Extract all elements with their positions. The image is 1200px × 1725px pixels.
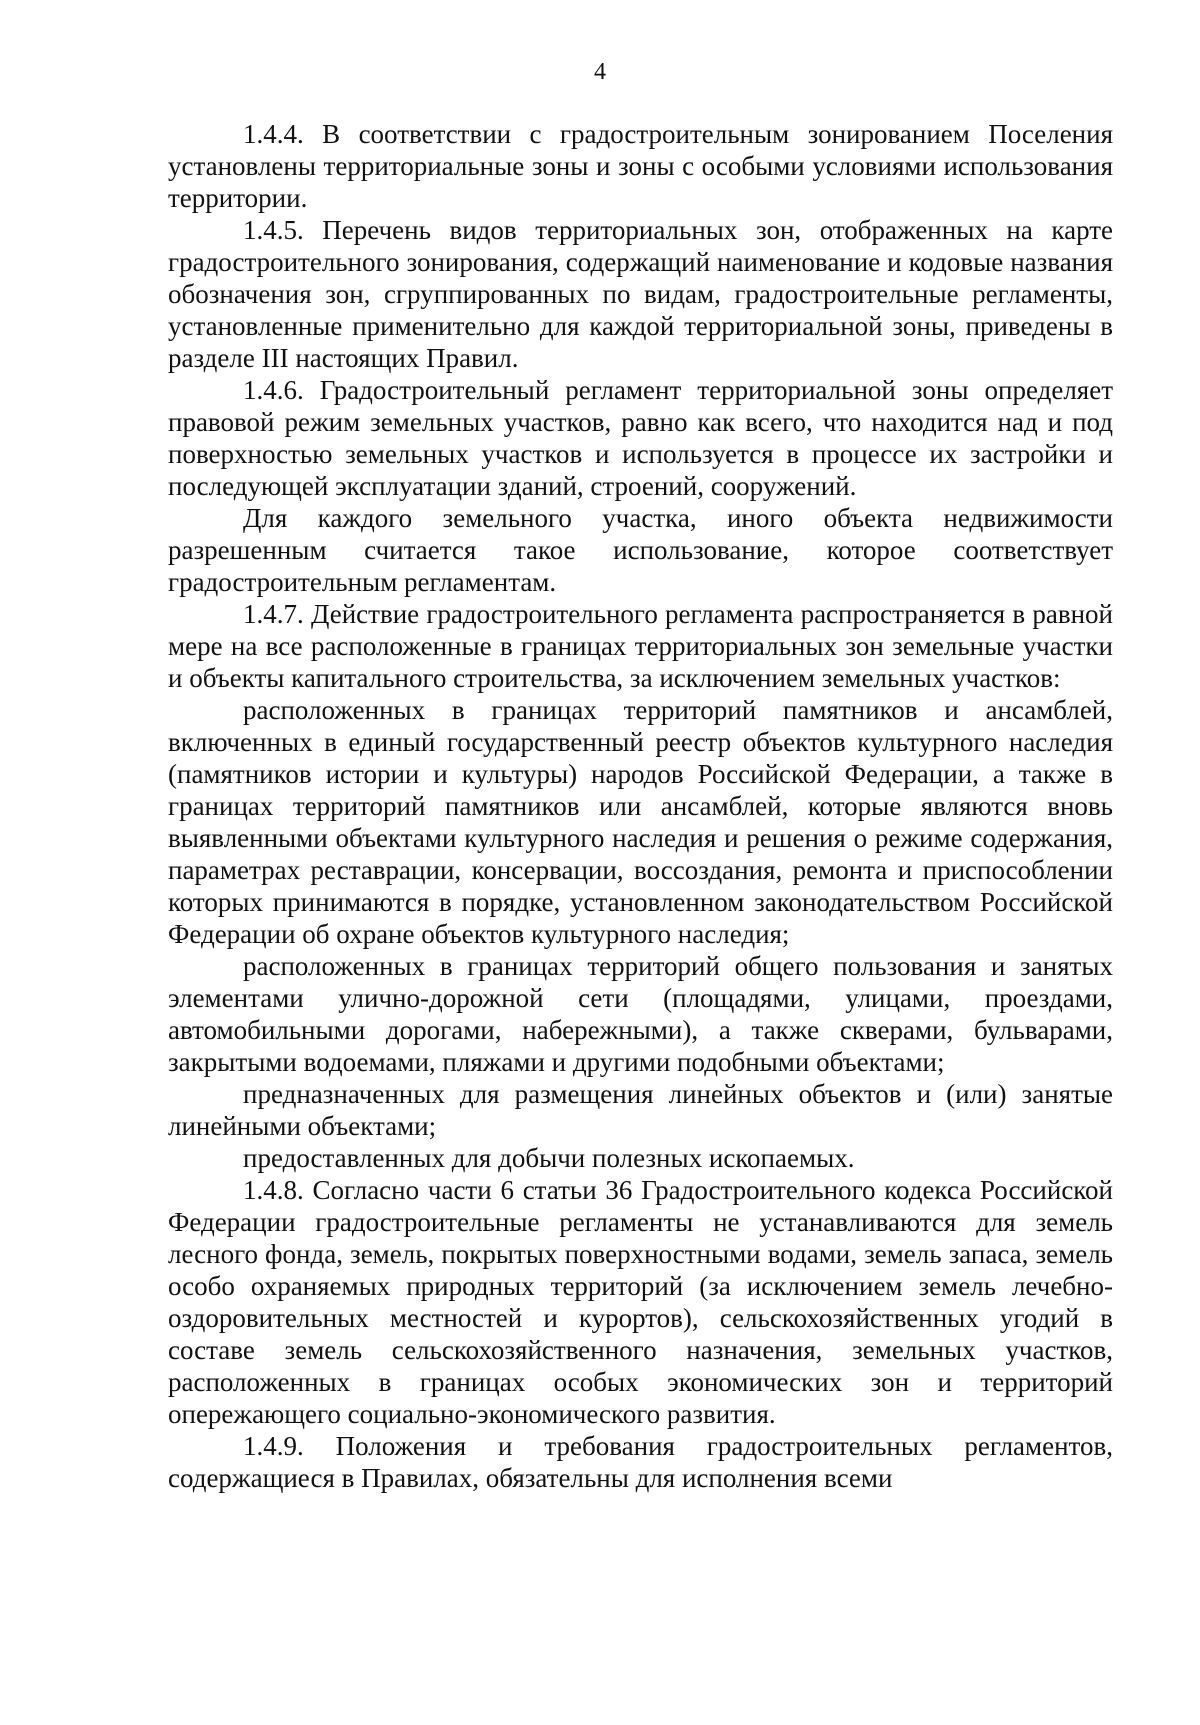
page-number: 4	[594, 59, 606, 85]
paragraph-permitted-use: Для каждого земельного участка, иного объекта недвижимости разрешенным считается такое использование, которое соответствует градостроительным регламентам.	[168, 503, 1113, 597]
list-item-cultural-heritage: расположенных в границах территорий памятников и ансамблей, включенных в единый государственный реестр объектов культурного наследия (памятников истории и культуры) народов Российской Федерации, а также в границах территорий памятников или ансамблей, которые являются вновь выявленными объектами культурного наследия и решения о режиме содержания, параметрах реставрации, консервации, воссоздания, ремонта и приспособлении которых принимаются в порядке, установленном законодательством Российской Федерации об охране объектов культурного наследия;	[168, 695, 1113, 949]
paragraph-1-4-7: 1.4.7. Действие градостроительного регламента распространяется в равной мере на все расположенные в границах территориальных зон земельные участки и объекты капитального строительства, за исключением земельных участков:	[168, 599, 1113, 693]
list-item-mineral-extraction: предоставленных для добычи полезных ископаемых.	[243, 1143, 855, 1173]
document-body	[168, 118, 1113, 1494]
list-item-linear-objects: предназначенных для размещения линейных объектов и (или) занятые линейными объектами;	[168, 1079, 1113, 1141]
paragraph-1-4-9: 1.4.9. Положения и требования градостроительных регламентов, содержащиеся в Правилах, обязательны для исполнения всеми	[168, 1431, 1113, 1493]
list-item-public-use-territories: расположенных в границах территорий общего пользования и занятых элементами улично-дорожной сети (площадями, улицами, проездами, автомобильными дорогами, набережными), а также скверами, бульварами, закрытыми водоемами, пляжами и другими подобными объектами;	[168, 951, 1113, 1077]
paragraph-1-4-6: 1.4.6. Градостроительный регламент территориальной зоны определяет правовой режим земельных участков, равно как всего, что находится над и под поверхностью земельных участков и используется в процессе их застройки и последующей эксплуатации зданий, строений, сооружений.	[168, 375, 1113, 501]
paragraph-1-4-4: 1.4.4. В соответствии с градостроительным зонированием Поселения установлены территориальные зоны и зоны с особыми условиями использования территории.	[168, 119, 1113, 213]
paragraph-1-4-8: 1.4.8. Согласно части 6 статьи 36 Градостроительного кодекса Российской Федерации градостроительные регламенты не устанавливаются для земель лесного фонда, земель, покрытых поверхностными водами, земель запаса, земель особо охраняемых природных территорий (за исключением земель лечебно-оздоровительных местностей и курортов), сельскохозяйственных угодий в составе земель сельскохозяйственного назначения, земельных участков, расположенных в границах особых экономических зон и территорий опережающего социально-экономического развития.	[168, 1175, 1113, 1429]
paragraph-1-4-5: 1.4.5. Перечень видов территориальных зон, отображенных на карте градостроительного зонирования, содержащий наименование и кодовые названия обозначения зон, сгруппированных по видам, градостроительные регламенты, установленные применительно для каждой территориальной зоны, приведены в разделе III настоящих Правил.	[168, 215, 1113, 373]
